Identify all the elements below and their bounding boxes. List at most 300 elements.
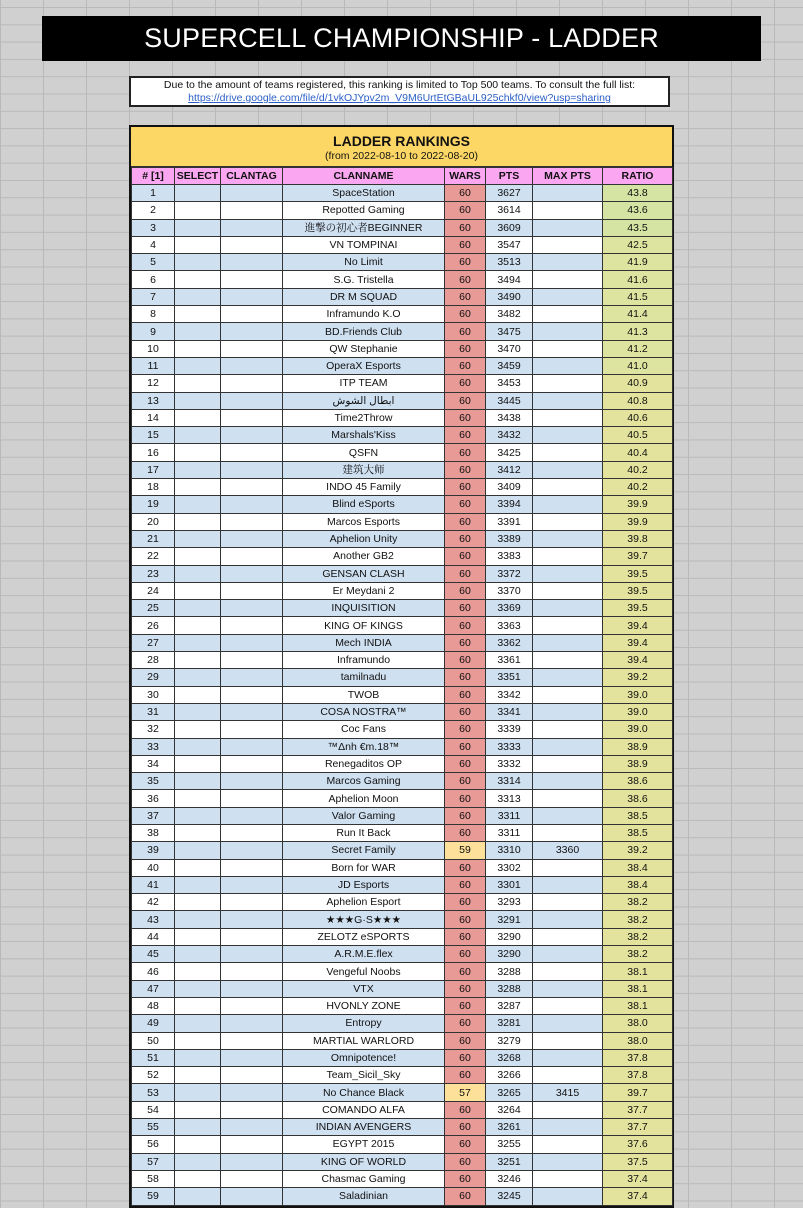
table-row[interactable] <box>132 790 673 807</box>
wars-cell: 57 <box>445 1084 486 1101</box>
table-row[interactable] <box>132 444 673 461</box>
clantag-cell <box>221 548 283 565</box>
clantag-cell <box>221 444 283 461</box>
col-header-rank[interactable]: # [1] <box>132 168 175 185</box>
table-row[interactable] <box>132 306 673 323</box>
pts-cell: 3342 <box>486 686 533 703</box>
max-pts-cell <box>533 946 603 963</box>
ratio-cell: 38.2 <box>603 911 673 928</box>
wars-cell: 60 <box>445 1101 486 1118</box>
wars-cell: 60 <box>445 530 486 547</box>
max-pts-cell <box>533 288 603 305</box>
max-pts-cell <box>533 894 603 911</box>
ratio-cell: 41.4 <box>603 306 673 323</box>
max-pts-cell <box>533 565 603 582</box>
select-cell[interactable] <box>175 686 221 703</box>
max-pts-cell <box>533 980 603 997</box>
clanname-cell: INDO 45 Family <box>283 479 445 496</box>
select-cell[interactable] <box>175 928 221 945</box>
select-cell[interactable] <box>175 807 221 824</box>
table-row[interactable] <box>132 254 673 271</box>
max-pts-cell <box>533 1032 603 1049</box>
table-row[interactable] <box>132 548 673 565</box>
table-row[interactable] <box>132 807 673 824</box>
select-cell[interactable] <box>175 876 221 893</box>
ratio-cell: 43.8 <box>603 185 673 202</box>
rank-cell: 4 <box>132 236 175 253</box>
select-cell[interactable] <box>175 271 221 288</box>
clanname-cell: HVONLY ZONE <box>283 997 445 1014</box>
clantag-cell <box>221 997 283 1014</box>
select-cell[interactable] <box>175 946 221 963</box>
table-row[interactable] <box>132 911 673 928</box>
pts-cell: 3432 <box>486 427 533 444</box>
select-cell[interactable] <box>175 824 221 841</box>
max-pts-cell <box>533 859 603 876</box>
clanname-cell: No Limit <box>283 254 445 271</box>
select-cell[interactable] <box>175 703 221 720</box>
max-pts-cell <box>533 669 603 686</box>
table-row[interactable] <box>132 876 673 893</box>
rank-cell: 38 <box>132 824 175 841</box>
clantag-cell <box>221 686 283 703</box>
select-cell[interactable] <box>175 288 221 305</box>
select-cell[interactable] <box>175 548 221 565</box>
select-cell[interactable] <box>175 202 221 219</box>
select-cell[interactable] <box>175 980 221 997</box>
select-cell[interactable] <box>175 1170 221 1187</box>
pts-cell: 3513 <box>486 254 533 271</box>
ladder-date-range: (from 2022-08-10 to 2022-08-20) <box>325 150 478 162</box>
max-pts-cell <box>533 254 603 271</box>
rank-cell: 9 <box>132 323 175 340</box>
table-row[interactable] <box>132 842 673 859</box>
pts-cell: 3293 <box>486 894 533 911</box>
ratio-cell: 38.4 <box>603 876 673 893</box>
clanname-cell: ★★★G·S★★★ <box>283 911 445 928</box>
clanname-cell: Er Meydani 2 <box>283 582 445 599</box>
rank-cell: 12 <box>132 375 175 392</box>
select-cell[interactable] <box>175 894 221 911</box>
col-header-clantag[interactable]: CLANTAG <box>221 168 283 185</box>
ratio-cell: 39.0 <box>603 686 673 703</box>
table-row[interactable] <box>132 600 673 617</box>
table-row[interactable] <box>132 530 673 547</box>
table-row[interactable] <box>132 946 673 963</box>
select-cell[interactable] <box>175 323 221 340</box>
rank-cell: 35 <box>132 773 175 790</box>
select-cell[interactable] <box>175 755 221 772</box>
table-row[interactable] <box>132 721 673 738</box>
ratio-cell: 37.7 <box>603 1101 673 1118</box>
max-pts-cell <box>533 1049 603 1066</box>
clantag-cell <box>221 721 283 738</box>
rank-cell: 36 <box>132 790 175 807</box>
wars-cell: 60 <box>445 946 486 963</box>
select-cell[interactable] <box>175 1049 221 1066</box>
select-cell[interactable] <box>175 721 221 738</box>
clanname-cell: Coc Fans <box>283 721 445 738</box>
clantag-cell <box>221 306 283 323</box>
select-cell[interactable] <box>175 842 221 859</box>
table-row[interactable] <box>132 496 673 513</box>
clantag-cell <box>221 807 283 824</box>
pts-cell: 3438 <box>486 409 533 426</box>
select-cell[interactable] <box>175 1136 221 1153</box>
rank-cell: 32 <box>132 721 175 738</box>
pts-cell: 3291 <box>486 911 533 928</box>
pts-cell: 3494 <box>486 271 533 288</box>
clantag-cell <box>221 703 283 720</box>
table-row[interactable] <box>132 1101 673 1118</box>
clanname-cell: KING OF WORLD <box>283 1153 445 1170</box>
rank-cell: 17 <box>132 461 175 478</box>
ratio-cell: 38.5 <box>603 807 673 824</box>
ratio-cell: 37.5 <box>603 1153 673 1170</box>
table-row[interactable] <box>132 1084 673 1101</box>
max-pts-cell <box>533 1136 603 1153</box>
rank-cell: 13 <box>132 392 175 409</box>
rank-cell: 55 <box>132 1119 175 1136</box>
clantag-cell <box>221 582 283 599</box>
rank-cell: 40 <box>132 859 175 876</box>
pts-cell: 3287 <box>486 997 533 1014</box>
ratio-cell: 39.9 <box>603 496 673 513</box>
table-row[interactable] <box>132 894 673 911</box>
table-row[interactable] <box>132 1067 673 1084</box>
clantag-cell <box>221 1170 283 1187</box>
table-row[interactable] <box>132 185 673 202</box>
select-cell[interactable] <box>175 1188 221 1205</box>
pts-cell: 3251 <box>486 1153 533 1170</box>
rank-cell: 54 <box>132 1101 175 1118</box>
select-cell[interactable] <box>175 530 221 547</box>
select-cell[interactable] <box>175 652 221 669</box>
col-header-ratio[interactable]: RATIO <box>603 168 673 185</box>
col-header-max-pts[interactable]: MAX PTS <box>533 168 603 185</box>
clantag-cell <box>221 617 283 634</box>
table-row[interactable] <box>132 461 673 478</box>
select-cell[interactable] <box>175 409 221 426</box>
select-cell[interactable] <box>175 773 221 790</box>
table-row[interactable] <box>132 409 673 426</box>
clanname-cell: 進撃の初心者BEGINNER <box>283 219 445 236</box>
select-cell[interactable] <box>175 375 221 392</box>
pts-cell: 3482 <box>486 306 533 323</box>
table-row[interactable] <box>132 1136 673 1153</box>
pts-cell: 3333 <box>486 738 533 755</box>
max-pts-cell <box>533 444 603 461</box>
rank-cell: 58 <box>132 1170 175 1187</box>
table-row[interactable] <box>132 392 673 409</box>
rank-cell: 6 <box>132 271 175 288</box>
select-cell[interactable] <box>175 1084 221 1101</box>
ratio-cell: 38.1 <box>603 963 673 980</box>
select-cell[interactable] <box>175 306 221 323</box>
select-cell[interactable] <box>175 582 221 599</box>
table-row[interactable] <box>132 928 673 945</box>
max-pts-cell <box>533 1015 603 1032</box>
clantag-cell <box>221 842 283 859</box>
clantag-cell <box>221 790 283 807</box>
table-row[interactable] <box>132 582 673 599</box>
clantag-cell <box>221 876 283 893</box>
table-row[interactable] <box>132 652 673 669</box>
pts-cell: 3265 <box>486 1084 533 1101</box>
rank-cell: 31 <box>132 703 175 720</box>
ratio-cell: 38.4 <box>603 859 673 876</box>
wars-cell: 60 <box>445 375 486 392</box>
max-pts-cell <box>533 963 603 980</box>
max-pts-cell <box>533 790 603 807</box>
select-cell[interactable] <box>175 513 221 530</box>
pts-cell: 3425 <box>486 444 533 461</box>
rank-cell: 57 <box>132 1153 175 1170</box>
wars-cell: 60 <box>445 928 486 945</box>
table-row[interactable] <box>132 323 673 340</box>
clanname-cell: QW Stephanie <box>283 340 445 357</box>
select-cell[interactable] <box>175 461 221 478</box>
select-cell[interactable] <box>175 1015 221 1032</box>
rank-cell: 48 <box>132 997 175 1014</box>
col-header-wars[interactable]: WARS <box>445 168 486 185</box>
pts-cell: 3313 <box>486 790 533 807</box>
ratio-cell: 43.5 <box>603 219 673 236</box>
rank-cell: 16 <box>132 444 175 461</box>
table-row[interactable] <box>132 479 673 496</box>
select-cell[interactable] <box>175 669 221 686</box>
pts-cell: 3363 <box>486 617 533 634</box>
clanname-cell: SpaceStation <box>283 185 445 202</box>
wars-cell: 60 <box>445 323 486 340</box>
select-cell[interactable] <box>175 236 221 253</box>
table-row[interactable] <box>132 1188 673 1205</box>
clanname-cell: DR M SQUAD <box>283 288 445 305</box>
rank-cell: 26 <box>132 617 175 634</box>
ratio-cell: 37.8 <box>603 1049 673 1066</box>
max-pts-cell <box>533 271 603 288</box>
col-header-pts[interactable]: PTS <box>486 168 533 185</box>
table-row[interactable] <box>132 1119 673 1136</box>
table-row[interactable] <box>132 634 673 651</box>
table-row[interactable] <box>132 1032 673 1049</box>
table-row[interactable] <box>132 202 673 219</box>
table-row[interactable] <box>132 686 673 703</box>
max-pts-cell <box>533 427 603 444</box>
table-row[interactable] <box>132 427 673 444</box>
wars-cell: 60 <box>445 1188 486 1205</box>
rank-cell: 37 <box>132 807 175 824</box>
rank-cell: 19 <box>132 496 175 513</box>
select-cell[interactable] <box>175 185 221 202</box>
clanname-cell: Born for WAR <box>283 859 445 876</box>
table-row[interactable] <box>132 1015 673 1032</box>
clantag-cell <box>221 461 283 478</box>
table-row[interactable] <box>132 375 673 392</box>
max-pts-cell <box>533 703 603 720</box>
table-row[interactable] <box>132 824 673 841</box>
table-row[interactable] <box>132 236 673 253</box>
max-pts-cell: 3360 <box>533 842 603 859</box>
table-row[interactable] <box>132 859 673 876</box>
rank-cell: 50 <box>132 1032 175 1049</box>
select-cell[interactable] <box>175 254 221 271</box>
clanname-cell: Blind eSports <box>283 496 445 513</box>
select-cell[interactable] <box>175 859 221 876</box>
pts-cell: 3279 <box>486 1032 533 1049</box>
rank-cell: 41 <box>132 876 175 893</box>
select-cell[interactable] <box>175 1119 221 1136</box>
max-pts-cell <box>533 807 603 824</box>
rank-cell: 20 <box>132 513 175 530</box>
select-cell[interactable] <box>175 634 221 651</box>
clanname-cell: S.G. Tristella <box>283 271 445 288</box>
clantag-cell <box>221 928 283 945</box>
select-cell[interactable] <box>175 617 221 634</box>
table-row[interactable] <box>132 755 673 772</box>
wars-cell: 60 <box>445 288 486 305</box>
max-pts-cell <box>533 617 603 634</box>
wars-cell: 60 <box>445 980 486 997</box>
table-row[interactable] <box>132 738 673 755</box>
rank-cell: 24 <box>132 582 175 599</box>
rank-cell: 22 <box>132 548 175 565</box>
clantag-cell <box>221 859 283 876</box>
table-row[interactable] <box>132 963 673 980</box>
clantag-cell <box>221 894 283 911</box>
select-cell[interactable] <box>175 790 221 807</box>
table-row[interactable] <box>132 565 673 582</box>
clantag-cell <box>221 1032 283 1049</box>
clanname-cell: Time2Throw <box>283 409 445 426</box>
table-row[interactable] <box>132 669 673 686</box>
select-cell[interactable] <box>175 1153 221 1170</box>
col-header-clanname[interactable]: CLANNAME <box>283 168 445 185</box>
ratio-cell: 40.2 <box>603 479 673 496</box>
select-cell[interactable] <box>175 911 221 928</box>
table-row[interactable] <box>132 513 673 530</box>
table-row[interactable] <box>132 219 673 236</box>
select-cell[interactable] <box>175 392 221 409</box>
wars-cell: 60 <box>445 392 486 409</box>
table-row[interactable] <box>132 1170 673 1187</box>
wars-cell: 60 <box>445 997 486 1014</box>
ratio-cell: 37.6 <box>603 1136 673 1153</box>
wars-cell: 60 <box>445 1119 486 1136</box>
wars-cell: 60 <box>445 461 486 478</box>
max-pts-cell <box>533 323 603 340</box>
col-header-select[interactable]: SELECT <box>175 168 221 185</box>
wars-cell: 60 <box>445 1153 486 1170</box>
table-row[interactable] <box>132 1153 673 1170</box>
select-cell[interactable] <box>175 1067 221 1084</box>
clantag-cell <box>221 1188 283 1205</box>
select-cell[interactable] <box>175 357 221 374</box>
clanname-cell: OperaX Esports <box>283 357 445 374</box>
table-row[interactable] <box>132 980 673 997</box>
wars-cell: 60 <box>445 703 486 720</box>
wars-cell: 60 <box>445 1032 486 1049</box>
select-cell[interactable] <box>175 600 221 617</box>
select-cell[interactable] <box>175 1101 221 1118</box>
pts-cell: 3445 <box>486 392 533 409</box>
full-list-link[interactable]: https://drive.google.com/file/d/1vkOJYpv2m_V9M6UrtEtGBaUL925chkf0/view?usp=sharing <box>188 92 611 104</box>
select-cell[interactable] <box>175 444 221 461</box>
select-cell[interactable] <box>175 479 221 496</box>
clantag-cell <box>221 1067 283 1084</box>
clantag-cell <box>221 1015 283 1032</box>
max-pts-cell <box>533 721 603 738</box>
table-row[interactable] <box>132 288 673 305</box>
clantag-cell <box>221 479 283 496</box>
select-cell[interactable] <box>175 427 221 444</box>
select-cell[interactable] <box>175 219 221 236</box>
table-row[interactable] <box>132 703 673 720</box>
ratio-cell: 40.5 <box>603 427 673 444</box>
clanname-cell: A.R.M.E.flex <box>283 946 445 963</box>
ratio-cell: 39.4 <box>603 634 673 651</box>
ratio-cell: 42.5 <box>603 236 673 253</box>
clanname-cell: Repotted Gaming <box>283 202 445 219</box>
clanname-cell: Omnipotence! <box>283 1049 445 1066</box>
table-row[interactable] <box>132 1049 673 1066</box>
pts-cell: 3290 <box>486 946 533 963</box>
ratio-cell: 38.5 <box>603 824 673 841</box>
max-pts-cell <box>533 392 603 409</box>
pts-cell: 3383 <box>486 548 533 565</box>
select-cell[interactable] <box>175 496 221 513</box>
clanname-cell: Renegaditos OP <box>283 755 445 772</box>
clanname-cell: Aphelion Esport <box>283 894 445 911</box>
ratio-cell: 38.6 <box>603 773 673 790</box>
clanname-cell: Aphelion Moon <box>283 790 445 807</box>
wars-cell: 60 <box>445 236 486 253</box>
ratio-cell: 39.8 <box>603 530 673 547</box>
clanname-cell: JD Esports <box>283 876 445 893</box>
select-cell[interactable] <box>175 963 221 980</box>
ratio-cell: 39.7 <box>603 1084 673 1101</box>
ratio-cell: 38.9 <box>603 755 673 772</box>
clantag-cell <box>221 236 283 253</box>
select-cell[interactable] <box>175 340 221 357</box>
clantag-cell <box>221 288 283 305</box>
select-cell[interactable] <box>175 1032 221 1049</box>
max-pts-cell <box>533 219 603 236</box>
clantag-cell <box>221 409 283 426</box>
rank-cell: 53 <box>132 1084 175 1101</box>
select-cell[interactable] <box>175 997 221 1014</box>
clanname-cell: Entropy <box>283 1015 445 1032</box>
table-row[interactable] <box>132 997 673 1014</box>
table-row[interactable] <box>132 271 673 288</box>
ladder-table <box>131 167 673 1206</box>
table-row[interactable] <box>132 617 673 634</box>
max-pts-cell <box>533 634 603 651</box>
rank-cell: 5 <box>132 254 175 271</box>
max-pts-cell <box>533 530 603 547</box>
rank-cell: 3 <box>132 219 175 236</box>
select-cell[interactable] <box>175 565 221 582</box>
table-row[interactable] <box>132 340 673 357</box>
clanname-cell: Valor Gaming <box>283 807 445 824</box>
wars-cell: 60 <box>445 340 486 357</box>
table-row[interactable] <box>132 357 673 374</box>
max-pts-cell <box>533 236 603 253</box>
clanname-cell: Marcos Esports <box>283 513 445 530</box>
table-row[interactable] <box>132 773 673 790</box>
ratio-cell: 39.2 <box>603 669 673 686</box>
select-cell[interactable] <box>175 738 221 755</box>
